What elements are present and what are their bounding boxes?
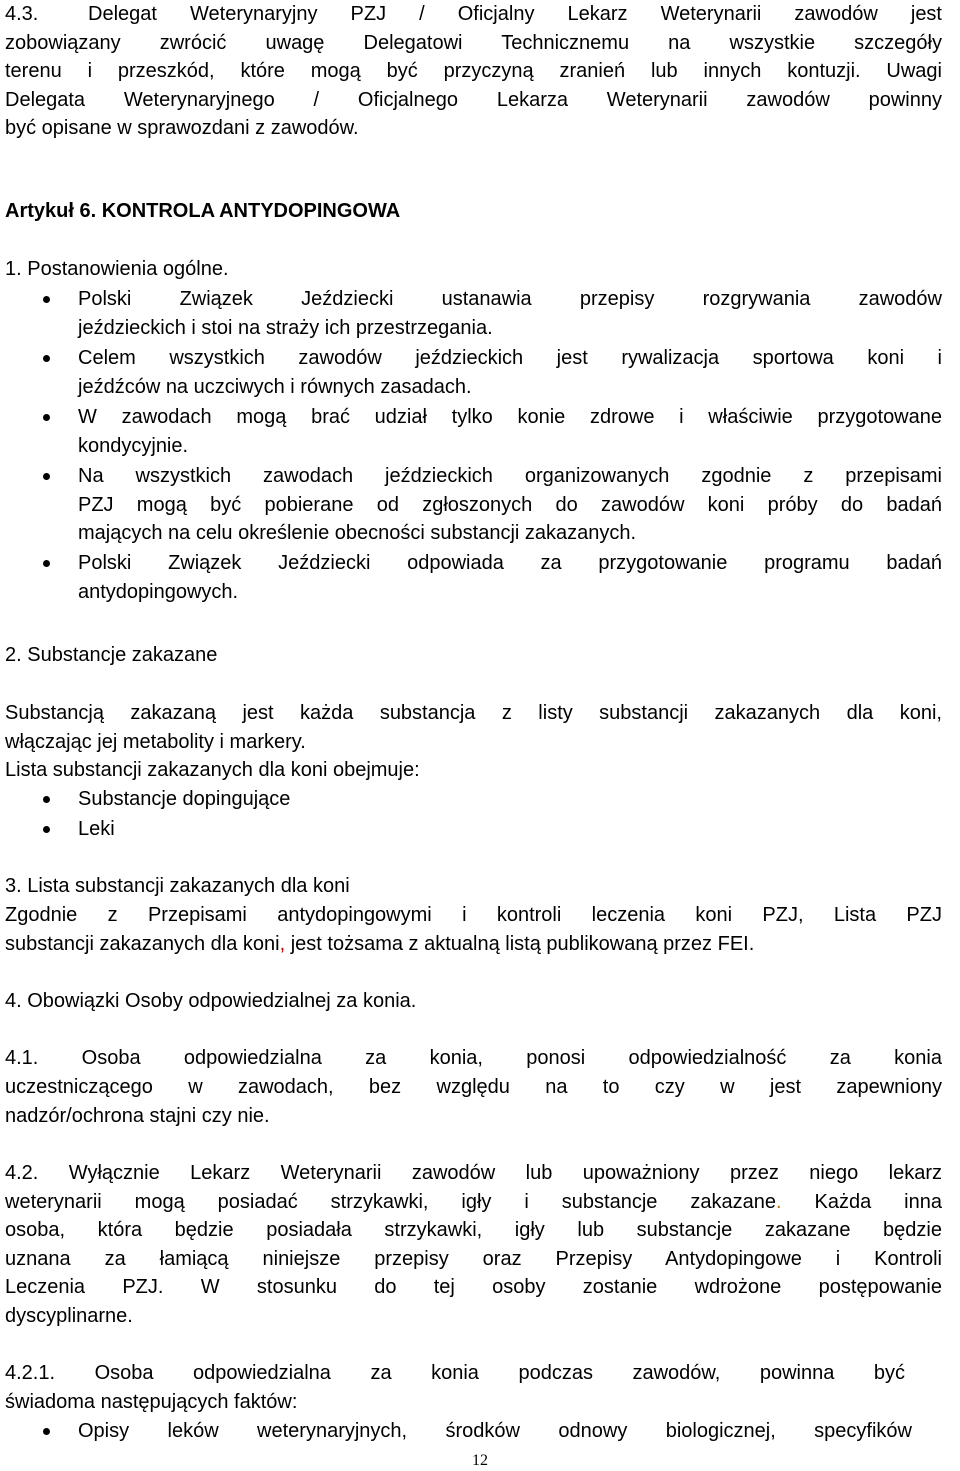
section-4-1-line-1: 4.1. Osoba odpowiedzialna za konia, ponosi odpowiedzialność za konia: [5, 1047, 942, 1069]
bullet-icon: [43, 1428, 50, 1435]
list-item: Substancje dopingujące: [78, 785, 942, 814]
general-heading: 1. Postanowienia ogólne.: [5, 258, 229, 280]
section-4-3-line-2: zobowiązany zwrócić uwagę Delegatowi Technicznemu na wszystkie szczegóły: [5, 31, 942, 54]
bullet-icon: [43, 796, 50, 803]
list-item: Polski Związek Jeździecki ustanawia przepisy rozgrywania zawodów jeździeckich i stoi na straży ich przestrzegania.: [78, 285, 942, 342]
prohibited-list-intro: Lista substancji zakazanych dla koni obejmuje:: [5, 759, 420, 781]
list-section-line-1: Zgodnie z Przepisami antydopingowymi i kontroli leczenia koni PZJ, Lista PZJ: [5, 904, 942, 926]
list-item: Polski Związek Jeździecki odpowiada za przygotowanie programu badań antydopingowych.: [78, 549, 942, 606]
section-4-2-line-4: uznana za łamiącą niniejsze przepisy oraz Przepisy Antydopingowe i Kontroli: [5, 1247, 942, 1270]
section-4-3-line-3: terenu i przeszkód, które mogą być przyczyną zranień lub innych kontuzji. Uwagi: [5, 60, 942, 82]
page-number: 12: [472, 1452, 488, 1469]
prohibited-paragraph-line-1: Substancją zakazaną jest każda substancja z listy substancji zakazanych dla koni,: [5, 702, 942, 724]
section-4-1-line-3: nadzór/ochrona stajni czy nie.: [5, 1104, 270, 1127]
section-4-3-number: 4.3.: [5, 3, 39, 25]
bullet-icon: [43, 355, 50, 362]
section-4-3-line-4: Delegata Weterynaryjnego / Oficjalnego Lekarza Weterynarii zawodów powinny: [5, 88, 942, 111]
duties-heading: 4. Obowiązki Osoby odpowiedzialnej za konia.: [5, 990, 417, 1012]
section-4-2-line-2: weterynarii mogą posiadać strzykawki, igły i substancje zakazane. Każda inna: [5, 1190, 942, 1213]
list-section-line-2: substancji zakazanych dla koni, jest tożsama z aktualną listą publikowaną przez FEI.: [5, 932, 755, 955]
list-item: Leki: [78, 815, 942, 844]
section-4-3-line-1: 4.3. Delegat Weterynaryjny PZJ / Oficjalny Lekarz Weterynarii zawodów jest: [5, 0, 942, 29]
list-section-heading: 3. Lista substancji zakazanych dla koni: [5, 875, 350, 897]
bullet-icon: [43, 826, 50, 833]
prohibited-paragraph-line-2: włączając jej metabolity i markery.: [5, 730, 306, 753]
bullet-icon: [43, 296, 50, 303]
bullet-icon: [43, 414, 50, 421]
section-4-2-line-6: dyscyplinarne.: [5, 1304, 133, 1327]
section-4-1-line-2: uczestniczącego w zawodach, bez względu na to czy w jest zapewniony: [5, 1076, 942, 1098]
section-4-2-line-5: Leczenia PZJ. W stosunku do tej osoby zostanie wdrożone postępowanie: [5, 1276, 942, 1298]
bullet-icon: [43, 560, 50, 567]
section-4-3-line-5: być opisane w sprawozdani z zawodów.: [5, 117, 359, 139]
list-item: W zawodach mogą brać udział tylko konie zdrowe i właściwie przygotowane kondycyjnie.: [78, 403, 942, 460]
prohibited-heading: 2. Substancje zakazane: [5, 644, 218, 666]
section-4-2-line-3: osoba, która będzie posiadała strzykawki, igły lub substancje zakazane będzie: [5, 1219, 942, 1241]
bullet-icon: [43, 473, 50, 480]
article-heading: Artykuł 6. KONTROLA ANTYDOPINGOWA: [5, 200, 401, 222]
section-4-2-1-line-1: 4.2.1. Osoba odpowiedzialna za konia podczas zawodów, powinna być: [5, 1362, 905, 1384]
list-item: Na wszystkich zawodach jeździeckich organizowanych zgodnie z przepisami PZJ mogą być pobierane od zgłoszonych do zawodów koni próby do badań mających na celu określenie obecności substancji zakazanych.: [78, 462, 942, 548]
section-4-2-line-1: 4.2. Wyłącznie Lekarz Weterynarii zawodów lub upoważniony przez niego lekarz: [5, 1162, 942, 1184]
section-4-2-1-line-2: świadoma następujących faktów:: [5, 1390, 298, 1413]
list-item: Celem wszystkich zawodów jeździeckich jest rywalizacja sportowa koni i jeźdźców na uczciwych i równych zasadach.: [78, 344, 942, 401]
list-item: Opisy leków weterynaryjnych, środków odnowy biologicznej, specyfików: [78, 1417, 912, 1446]
